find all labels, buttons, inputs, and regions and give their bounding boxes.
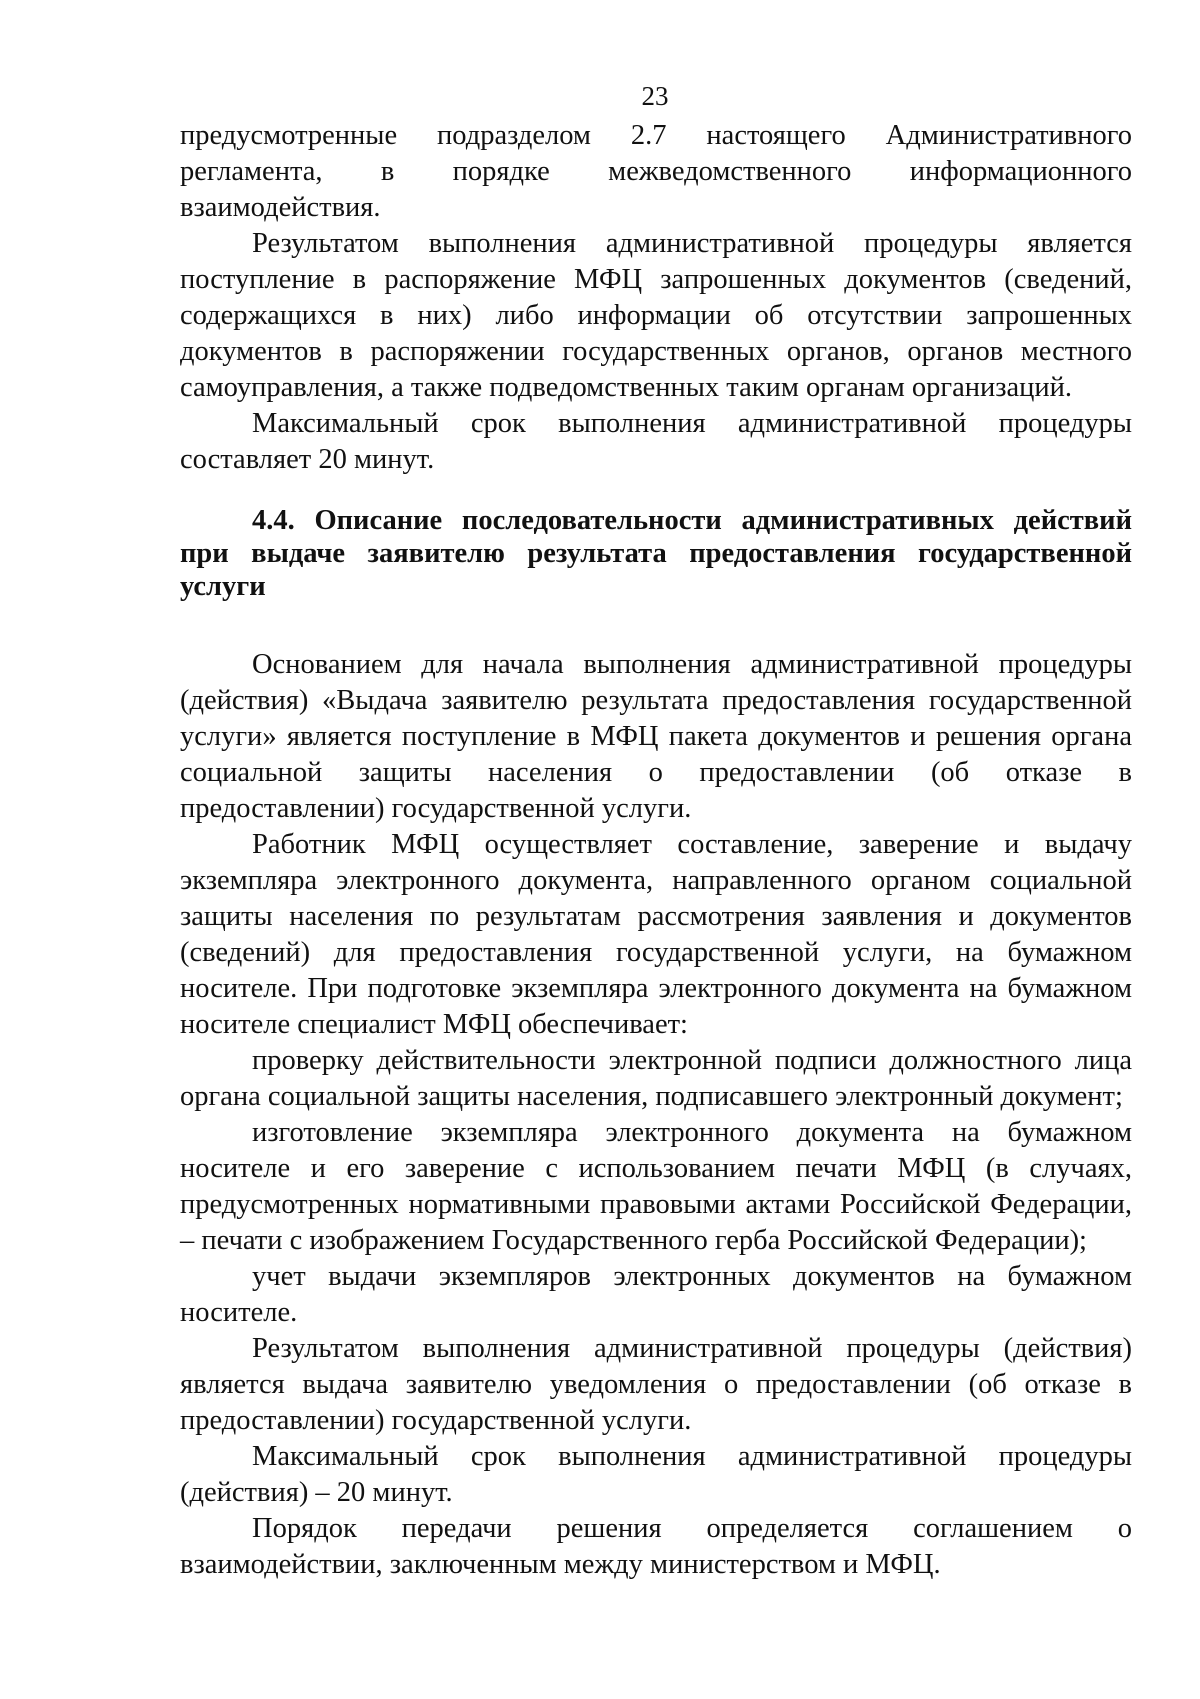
paragraph-issue-accounting: учет выдачи экземпляров электронных документов на бумажном носителе. (180, 1261, 1132, 1328)
paragraph-basis: Основанием для начала выполнения административной процедуры (действия) «Выдача заявителю результата предоставления государственной услуги» является поступление в МФЦ пакета документов и решения органа социальной защиты населения о предоставлении (об отказе в предоставлении) государственной услуги. (180, 649, 1132, 824)
paragraph-copy-making: изготовление экземпляра электронного документа на бумажном носителе и его заверение с использованием печати МФЦ (в случаях, предусмотренных нормативными правовыми актами Российской Федерации, – печати с изображением Государственного герба Российской Федерации); (180, 1117, 1132, 1256)
paragraph-signature-check: проверку действительности электронной подписи должностного лица органа социальной защиты населения, подписавшего электронный документ; (180, 1045, 1132, 1112)
section-heading: 4.4. Описание последовательности административных действий при выдаче заявителю результата предоставления государственной услуги (180, 505, 1132, 602)
paragraph-worker: Работник МФЦ осуществляет составление, заверение и выдачу экземпляра электронного документа, направленного органом социальной защиты населения по результатам рассмотрения заявления и документов (сведений) для предоставления государственной услуги, на бумажном носителе. При подготовке экземпляра электронного документа на бумажном носителе специалист МФЦ обеспечивает: (180, 829, 1132, 1040)
paragraph-transfer-order: Порядок передачи решения определяется соглашением о взаимодействии, заключенным между министерством и МФЦ. (180, 1513, 1132, 1580)
paragraph-result: Результатом выполнения административной процедуры является поступление в распоряжение МФЦ запрошенных документов (сведений, содержащихся в них) либо информации об отсутствии запрошенных документов в распоряжении государственных органов, органов местного самоуправления, а также подведомственных таким органам организаций. (180, 228, 1132, 403)
document-body (180, 118, 1132, 1583)
page-number: 23 (641, 81, 669, 111)
paragraph-max-time-action: Максимальный срок выполнения административной процедуры (действия) – 20 минут. (180, 1441, 1132, 1508)
paragraph-max-time: Максимальный срок выполнения административной процедуры составляет 20 минут. (180, 408, 1132, 475)
paragraph-result-issue: Результатом выполнения административной процедуры (действия) является выдача заявителю уведомления о предоставлении (об отказе в предоставлении) государственной услуги. (180, 1333, 1132, 1436)
paragraph-continuation: предусмотренные подразделом 2.7 настоящего Административного регламента, в порядке межведомственного информационного взаимодействия. (180, 120, 1132, 223)
